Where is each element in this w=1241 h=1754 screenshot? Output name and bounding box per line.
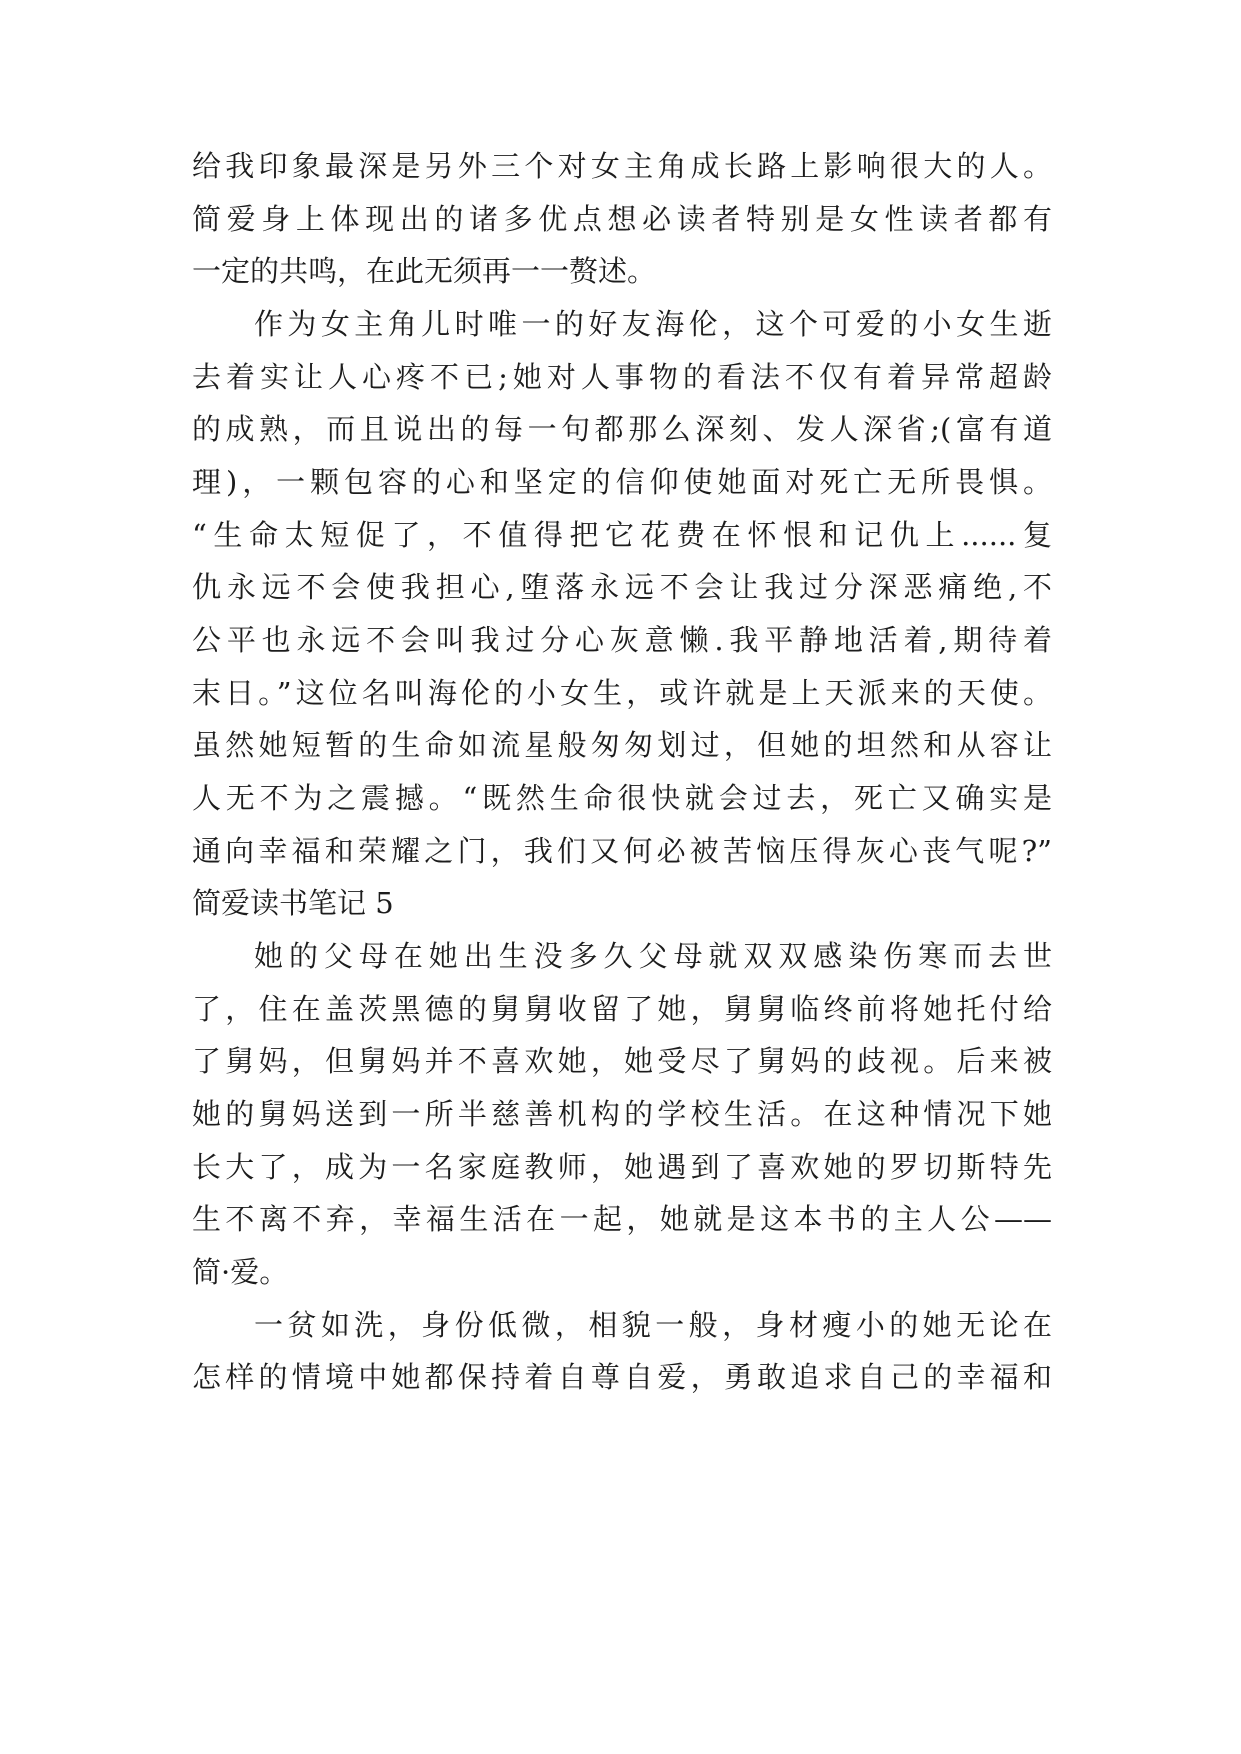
paragraph-line: 简·爱。 [192,1255,289,1289]
paragraph-line: 生不离不弃，幸福生活在一起，她就是这本书的主人公—— [192,1202,1052,1236]
paragraph-line: 一贫如洗，身份低微，相貌一般，身材瘦小的她无论在 [254,1308,1052,1342]
paragraph-line: 她的舅妈送到一所半慈善机构的学校生活。在这种情况下她 [192,1097,1052,1131]
paragraph-line: 她的父母在她出生没多久父母就双双感染伤寒而去世 [254,939,1052,973]
paragraph-line: 的成熟，而且说出的每一句都那么深刻、发人深省;(富有道 [192,412,1052,446]
paragraph-line: 人无不为之震撼。“既然生命很快就会过去，死亡又确实是 [192,781,1052,815]
paragraph-line: 简爱身上体现出的诸多优点想必读者特别是女性读者都有 [192,202,1052,236]
paragraph-line: 作为女主角儿时唯一的好友海伦，这个可爱的小女生逝 [254,307,1052,341]
paragraph-line: 了，住在盖茨黑德的舅舅收留了她，舅舅临终前将她托付给 [192,992,1052,1026]
paragraph-line: 去着实让人心疼不已;她对人事物的看法不仅有着异常超龄 [192,360,1052,394]
paragraph-line: 一定的共鸣，在此无须再一一赘述。 [192,254,657,288]
paragraph-line: 仇永远不会使我担心,堕落永远不会让我过分深恶痛绝,不 [192,570,1052,604]
paragraph-line: 公平也永远不会叫我过分心灰意懒.我平静地活着,期待着 [192,623,1052,657]
paragraph-line: “生命太短促了，不值得把它花费在怀恨和记仇上......复 [192,518,1052,552]
paragraph-line: 虽然她短暂的生命如流星般匆匆划过，但她的坦然和从容让 [192,728,1052,762]
paragraph-line: 怎样的情境中她都保持着自尊自爱，勇敢追求自己的幸福和 [192,1360,1052,1394]
paragraph-line: 末日。”这位名叫海伦的小女生，或许就是上天派来的天使。 [192,676,1052,710]
paragraph-line: 长大了，成为一名家庭教师，她遇到了喜欢她的罗切斯特先 [192,1150,1052,1184]
paragraph-line: 通向幸福和荣耀之门，我们又何必被苦恼压得灰心丧气呢?” [192,834,1052,868]
paragraph-line: 给我印象最深是另外三个对女主角成长路上影响很大的人。 [192,149,1052,183]
section-heading: 简爱读书笔记 5 [192,886,394,920]
paragraph-line: 理)，一颗包容的心和坚定的信仰使她面对死亡无所畏惧。 [192,465,1052,499]
paragraph-line: 了舅妈，但舅妈并不喜欢她，她受尽了舅妈的歧视。后来被 [192,1044,1052,1078]
